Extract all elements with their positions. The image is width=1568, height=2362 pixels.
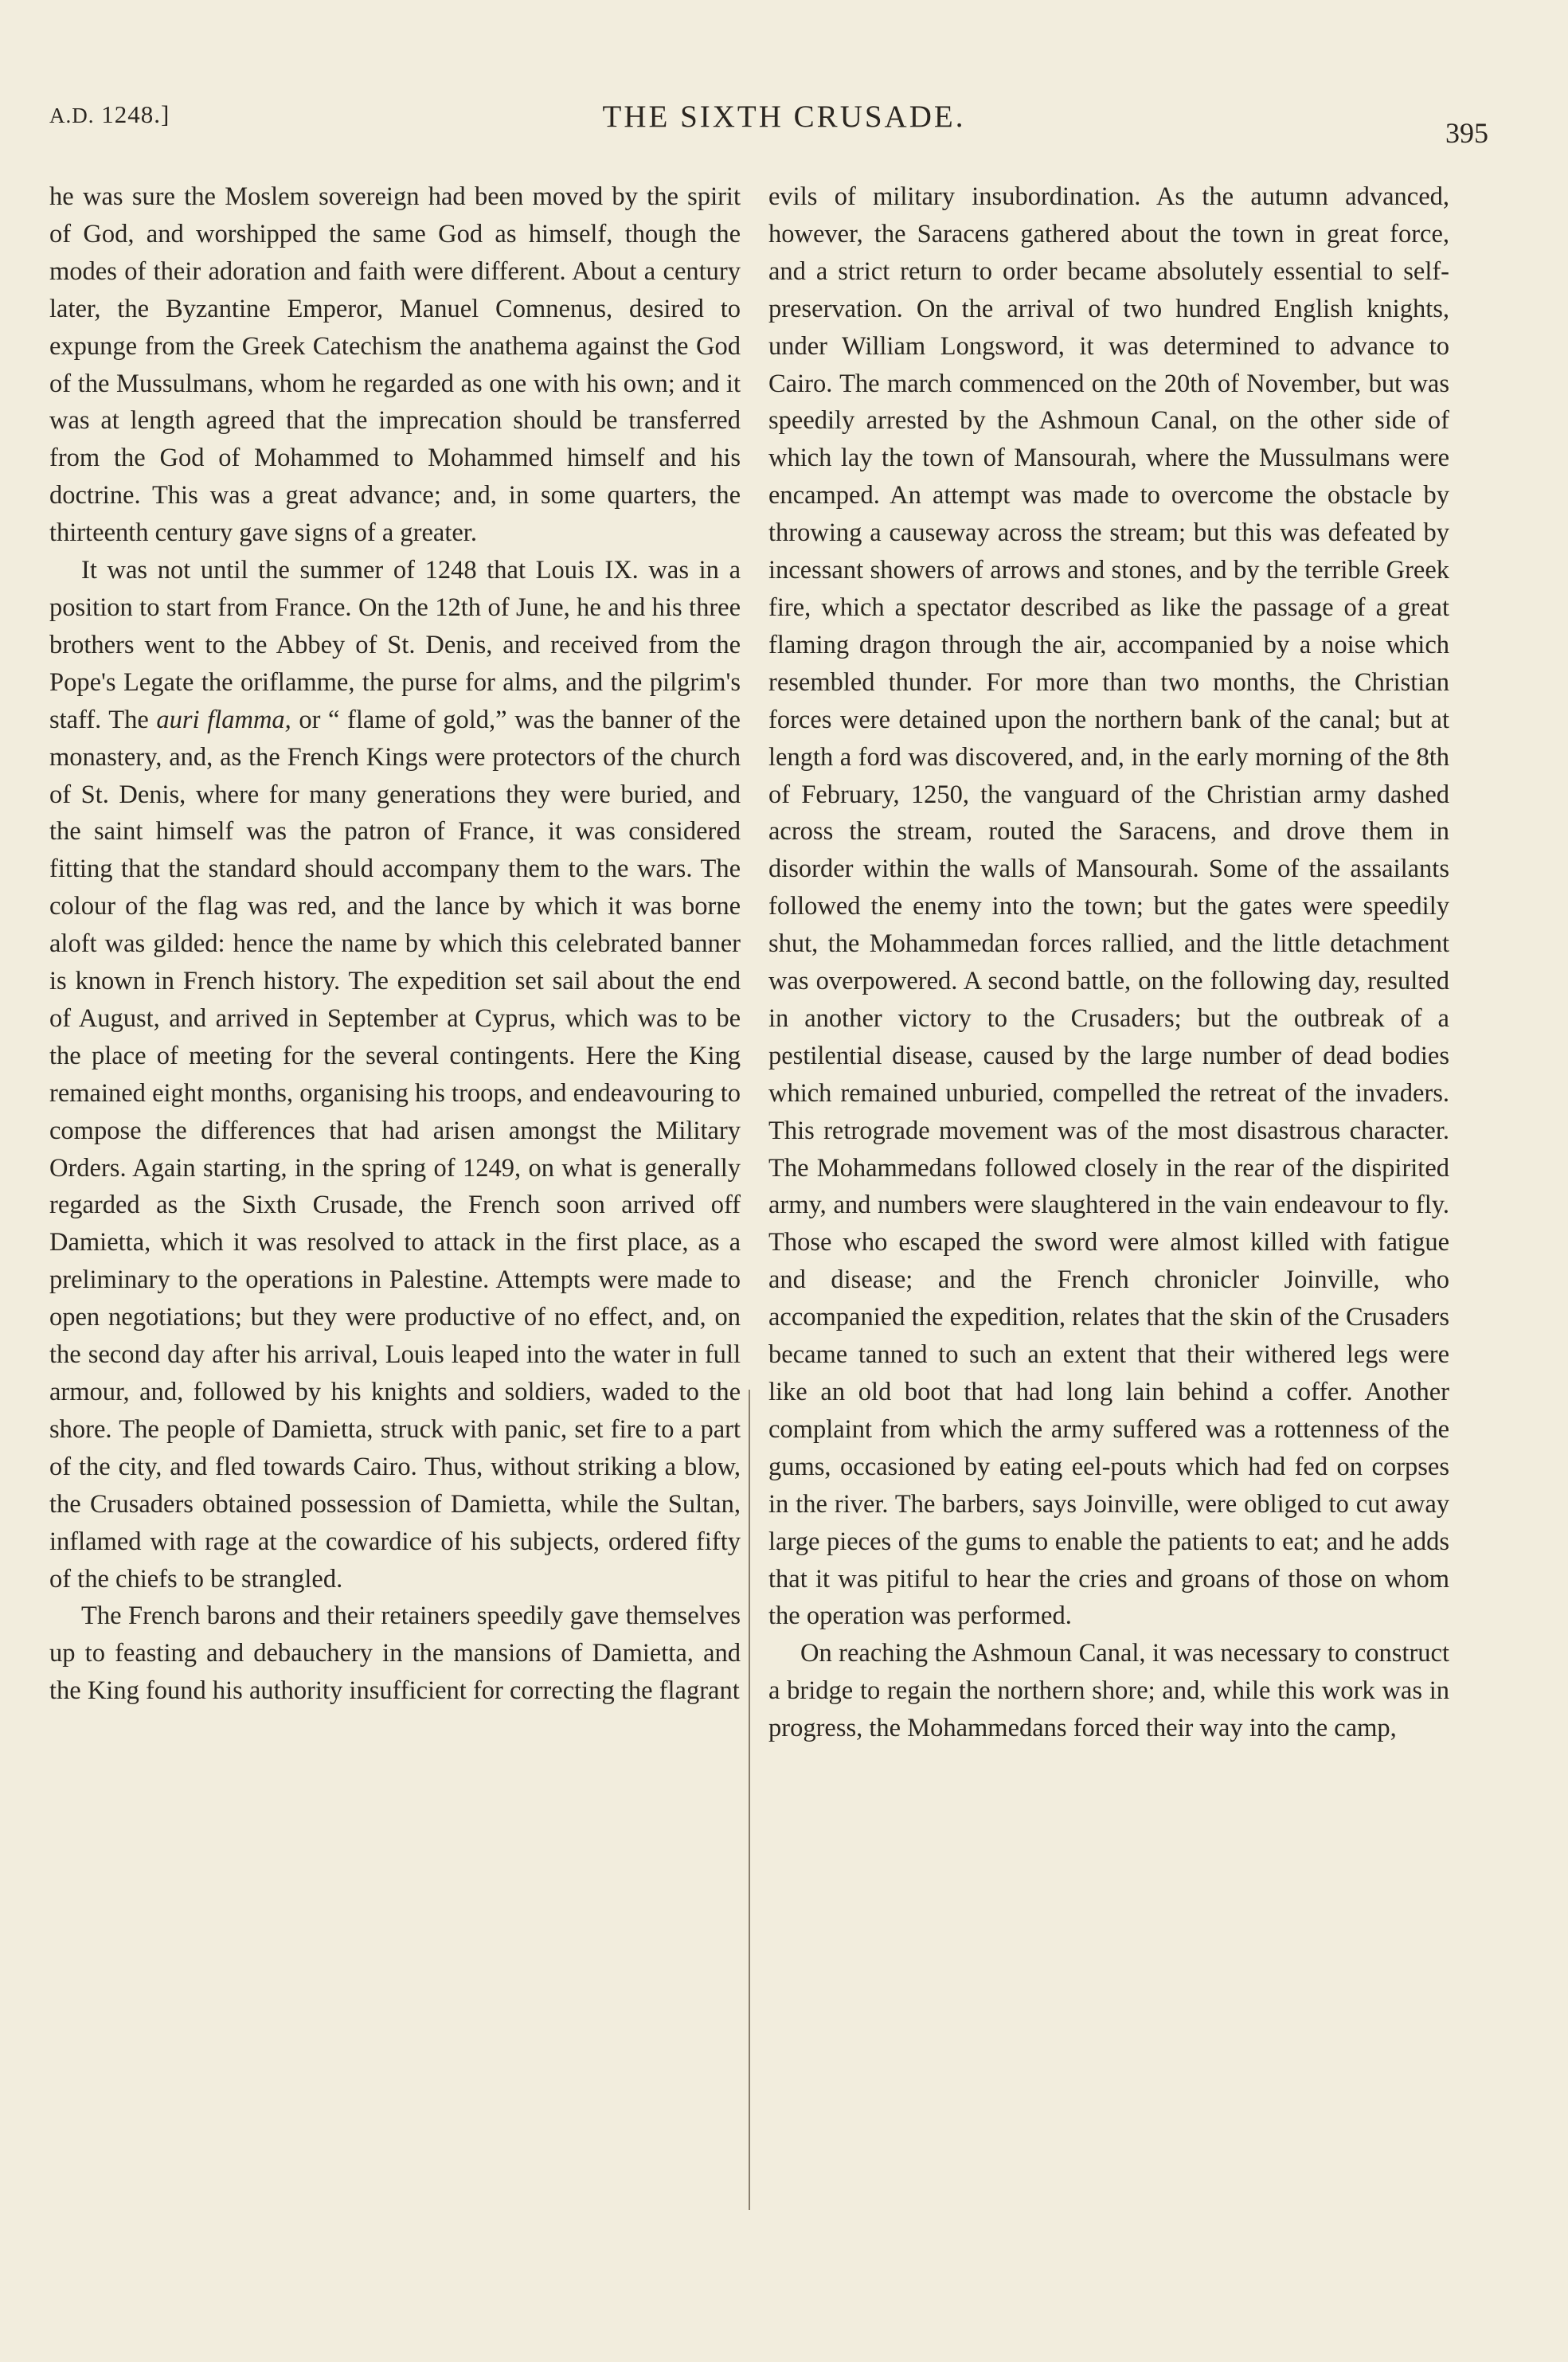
header-era: A.D.	[49, 104, 95, 127]
left-paragraph-1: he was sure the Moslem sovereign had been moved by the spirit of God, and worshipped the same God as himself, though the modes of their adoration and faith were different. About a century later, the Byzantine Emperor, Manuel Comnenus, desired to expunge from the Greek Catechism the anathema against the God of the Mussulmans, whom he regarded as one with his own; and it was at length agreed that the imprecation should be transferred from the God of Mohammed to Mohammed himself and his doctrine. This was a great advance; and, in some quarters, the thirteenth century gave signs of a greater.	[49, 182, 741, 548]
column-divider	[749, 1390, 750, 2210]
running-header	[48, 94, 1520, 150]
right-paragraph-2: On reaching the Ashmoun Canal, it was necessary to construct a bridge to regain the northern shore; and, while this work was in progress, the Mohammedans forced their way into the camp,	[768, 1639, 1449, 1743]
right-column	[768, 178, 1449, 1747]
left-paragraph-2-rest: or “ flame of gold,” was the banner of the monastery, and, as the French Kings were protectors of the church of St. Denis, where for many generations they were buried, and the saint himself was the patron of France, it was considered fitting that the standard should accompany them to the wars. The colour of the flag was red, and the lance by which it was borne aloft was gilded: hence the name by which this celebrated banner is known in French history. The expedition set sail about the end of August, and arrived in September at Cyprus, which was to be the place of meeting for the several contingents. Here the King remained eight months, organising his troops, and endeavouring to compose the differences that had arisen amongst the Military Orders. Again starting, in the spring of 1249, on what is generally regarded as the Sixth Crusade, the French soon arrived off Damietta, which it was resolved to attack in the first place, as a preliminary to the operations in Palestine. Attempts were made to open negotiations; but they were productive of no effect, and, on the second day after his arrival, Louis leaped into the water in full armour, and, followed by his knights and soldiers, waded to the shore. The people of Damietta, struck with panic, set fire to a part of the city, and fled towards Cairo. Thus, without striking a blow, the Crusaders obtained possession of Damietta, while the Sultan, inflamed with rage at the cowardice of his subjects, ordered fifty of the chiefs to be strangled.	[49, 705, 741, 1594]
header-year: 1248.]	[101, 100, 170, 128]
left-paragraph-2-start: It was not until the summer of 1248 that Louis IX. was in a position to start from France. On the 12th of June, he and his three brothers went to the Abbey of St. Denis, and received from the Pope's Legate the oriflamme, the purse for alms, and the pilgrim's staff. The	[49, 556, 741, 734]
left-paragraph-2	[49, 552, 741, 1597]
italic-phrase: auri flamma,	[156, 705, 291, 734]
header-title: THE SIXTH CRUSADE.	[602, 100, 966, 134]
right-paragraph-1: evils of military insubordination. As the autumn advanced, however, the Saracens gathered about the town in great force, and a strict return to order became absolutely essential to self-preservation. On the arrival of two hundred English knights, under William Longsword, it was determined to advance to Cairo. The march commenced on the 20th of November, but was speedily arrested by the Ashmoun Canal, on the other side of which lay the town of Mansourah, where the Mussulmans were encamped. An attempt was made to overcome the obstacle by throwing a causeway across the stream; but this was defeated by incessant showers of arrows and stones, and by the terrible Greek fire, which a spectator described as like the passage of a great flaming dragon through the air, accompanied by a noise which resembled thunder. For more than two months, the Christian forces were detained upon the northern bank of the canal; but at length a ford was discovered, and, in the early morning of the 8th of February, 1250, the vanguard of the Christian army dashed across the stream, routed the Saracens, and drove them in disorder within the walls of Mansourah. Some of the assailants followed the enemy into the town; but the gates were speedily shut, the Mohammedan forces rallied, and the little detachment was overpowered. A second battle, on the following day, resulted in another victory to the Crusaders; but the outbreak of a pestilential disease, caused by the large number of dead bodies which remained unburied, compelled the retreat of the invaders. This retrograde movement was of the most disastrous character. The Mohammedans followed closely in the rear of the dispirited army, and numbers were slaughtered in the vain endeavour to fly. Those who escaped the sword were almost killed with fatigue and disease; and the French chronicler Joinville, who accompanied the expedition, relates that the skin of the Crusaders became tanned to such an extent that their withered legs were like an old boot that had long lain behind a coffer. Another complaint from which the army suffered was a rottenness of the gums, occasioned by eating eel-pouts which had fed on corpses in the river. The barbers, says Joinville, were obliged to cut away large pieces of the gums to enable the patients to eat; and he adds that it was pitiful to hear the cries and groans of those on whom the operation was performed.	[768, 182, 1449, 1631]
left-column	[49, 178, 741, 1710]
left-paragraph-3: The French barons and their retainers speedily gave themselves up to feasting and debauchery in the mansions of Damietta, and the King found his authority insufficient for correcting the flagrant	[49, 1601, 741, 1706]
page-number: 395	[1445, 117, 1488, 149]
